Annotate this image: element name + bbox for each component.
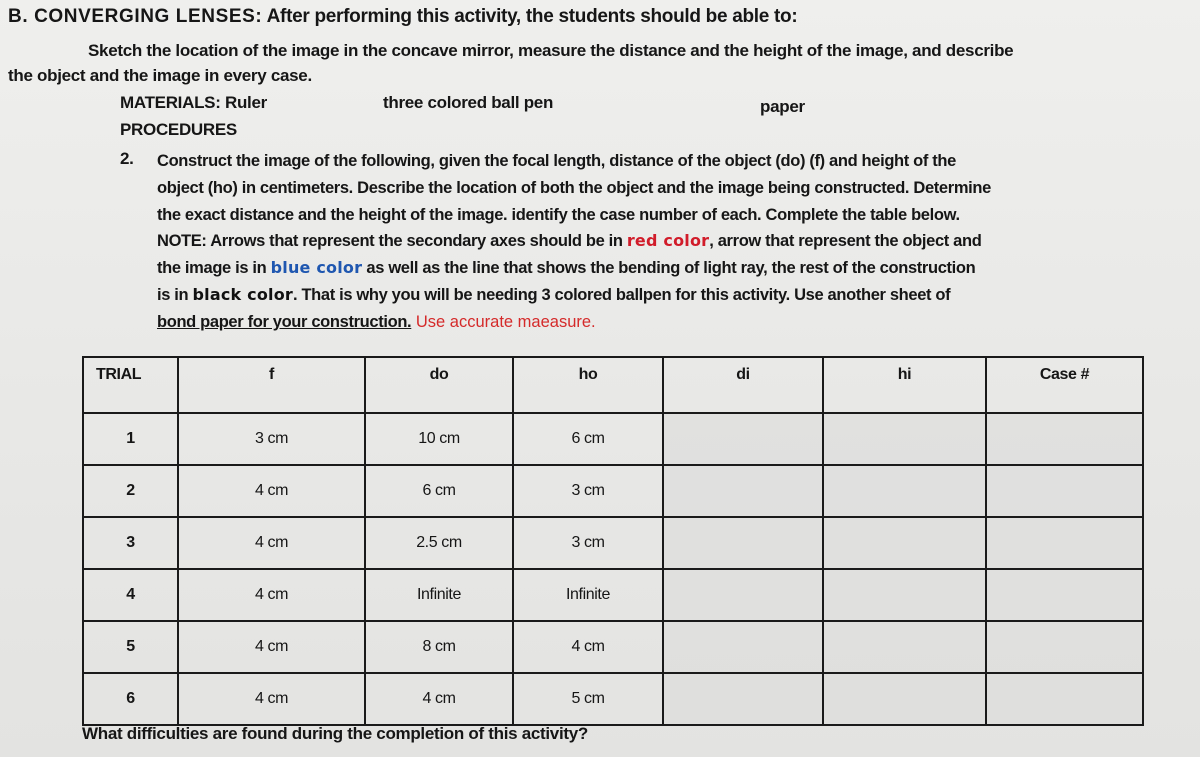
cell-f: 3 cm (178, 413, 365, 465)
header-ho: ho (513, 357, 663, 413)
note-line3-prefix: is in (157, 285, 193, 304)
cell-do: 10 cm (365, 413, 513, 465)
cell-case-input[interactable] (986, 517, 1143, 569)
cell-trial: 5 (83, 621, 178, 673)
cell-do: 4 cm (365, 673, 513, 725)
procedure-line-3: the exact distance and the height of the image. identify the case number of each. Complete the table below. (157, 205, 960, 224)
material-pen: three colored ball pen (383, 93, 554, 112)
header-di: di (663, 357, 823, 413)
procedure-line-2: object (ho) in centimeters. Describe the location of both the object and the image being constructed. Determine (157, 178, 991, 197)
cell-ho: 3 cm (513, 465, 663, 517)
cell-hi-input[interactable] (823, 621, 986, 673)
cell-case-input[interactable] (986, 673, 1143, 725)
cell-trial: 3 (83, 517, 178, 569)
header-trial: TRIAL (83, 357, 178, 413)
header-f: f (178, 357, 365, 413)
note-blue-color: blue color (270, 258, 363, 278)
cell-do: 6 cm (365, 465, 513, 517)
note-after-black: . That is why you will be needing 3 colored ballpen for this activity. Use another sheet of (292, 285, 951, 304)
cell-trial: 1 (83, 413, 178, 465)
cell-do: Infinite (365, 569, 513, 621)
table-header-row (83, 357, 1143, 413)
table-row (83, 621, 1143, 673)
cell-ho: 3 cm (513, 517, 663, 569)
cell-case-input[interactable] (986, 465, 1143, 517)
table-row (83, 517, 1143, 569)
cell-ho: Infinite (513, 569, 663, 621)
note-red-color: red color (626, 231, 710, 251)
note-line-3 (157, 282, 1187, 309)
objective-line-1: Sketch the location of the image in the concave mirror, measure the distance and the height of the image, and describe (88, 41, 1014, 60)
procedure-line-1: Construct the image of the following, given the focal length, distance of the object (do) (f) and height of the (157, 152, 956, 170)
lens-data-table (82, 356, 1144, 726)
note-after-blue: as well as the line that shows the bending of light ray, the rest of the construction (362, 259, 976, 278)
cell-di-input[interactable] (663, 673, 823, 725)
cell-f: 4 cm (178, 621, 365, 673)
procedure-paragraph (157, 148, 1187, 336)
cell-case-input[interactable] (986, 621, 1143, 673)
cell-case-input[interactable] (986, 413, 1143, 465)
cell-f: 4 cm (178, 673, 365, 725)
note-line-1 (157, 228, 1187, 255)
cell-trial: 4 (83, 569, 178, 621)
table-row (83, 569, 1143, 621)
note-prefix: NOTE: Arrows that represent the secondary axes should be in (157, 232, 627, 251)
note-line-4 (157, 309, 1187, 336)
note-line2-prefix: the image is in (157, 259, 271, 278)
section-title: B. CONVERGING LENSES: (8, 6, 263, 27)
cell-trial: 2 (83, 465, 178, 517)
procedures-label: PROCEDURES (120, 120, 237, 139)
material-paper: paper (760, 97, 805, 116)
section-intro: After performing this activity, the students should be able to: (262, 6, 798, 27)
cell-hi-input[interactable] (823, 673, 986, 725)
reflection-question: What difficulties are found during the completion of this activity? (82, 724, 588, 743)
materials-label: MATERIALS: Ruler (120, 93, 267, 112)
cell-hi-input[interactable] (823, 569, 986, 621)
cell-f: 4 cm (178, 465, 365, 517)
cell-di-input[interactable] (663, 517, 823, 569)
cell-do: 8 cm (365, 621, 513, 673)
cell-di-input[interactable] (663, 465, 823, 517)
objective-line-2: the object and the image in every case. (8, 66, 312, 85)
cell-di-input[interactable] (663, 413, 823, 465)
cell-hi-input[interactable] (823, 517, 986, 569)
table-row (83, 673, 1143, 725)
cell-f: 4 cm (178, 517, 365, 569)
cell-hi-input[interactable] (823, 465, 986, 517)
cell-di-input[interactable] (663, 621, 823, 673)
header-case: Case # (986, 357, 1143, 413)
cell-di-input[interactable] (663, 569, 823, 621)
cell-trial: 6 (83, 673, 178, 725)
header-hi: hi (823, 357, 986, 413)
table-row (83, 413, 1143, 465)
cell-do: 2.5 cm (365, 517, 513, 569)
note-accurate-measure: Use accurate maeasure. (411, 312, 596, 331)
note-line-2 (157, 255, 1187, 282)
note-line4-prefix: bond paper for your construction. (157, 312, 412, 331)
table-row (83, 465, 1143, 517)
cell-hi-input[interactable] (823, 413, 986, 465)
cell-case-input[interactable] (986, 569, 1143, 621)
cell-ho: 4 cm (513, 621, 663, 673)
step-number: 2. (120, 149, 134, 168)
cell-f: 4 cm (178, 569, 365, 621)
note-black-color: black color (192, 284, 293, 304)
section-heading (8, 6, 797, 28)
cell-ho: 6 cm (513, 413, 663, 465)
header-do: do (365, 357, 513, 413)
note-after-red: , arrow that represent the object and (709, 232, 982, 251)
cell-ho: 5 cm (513, 673, 663, 725)
